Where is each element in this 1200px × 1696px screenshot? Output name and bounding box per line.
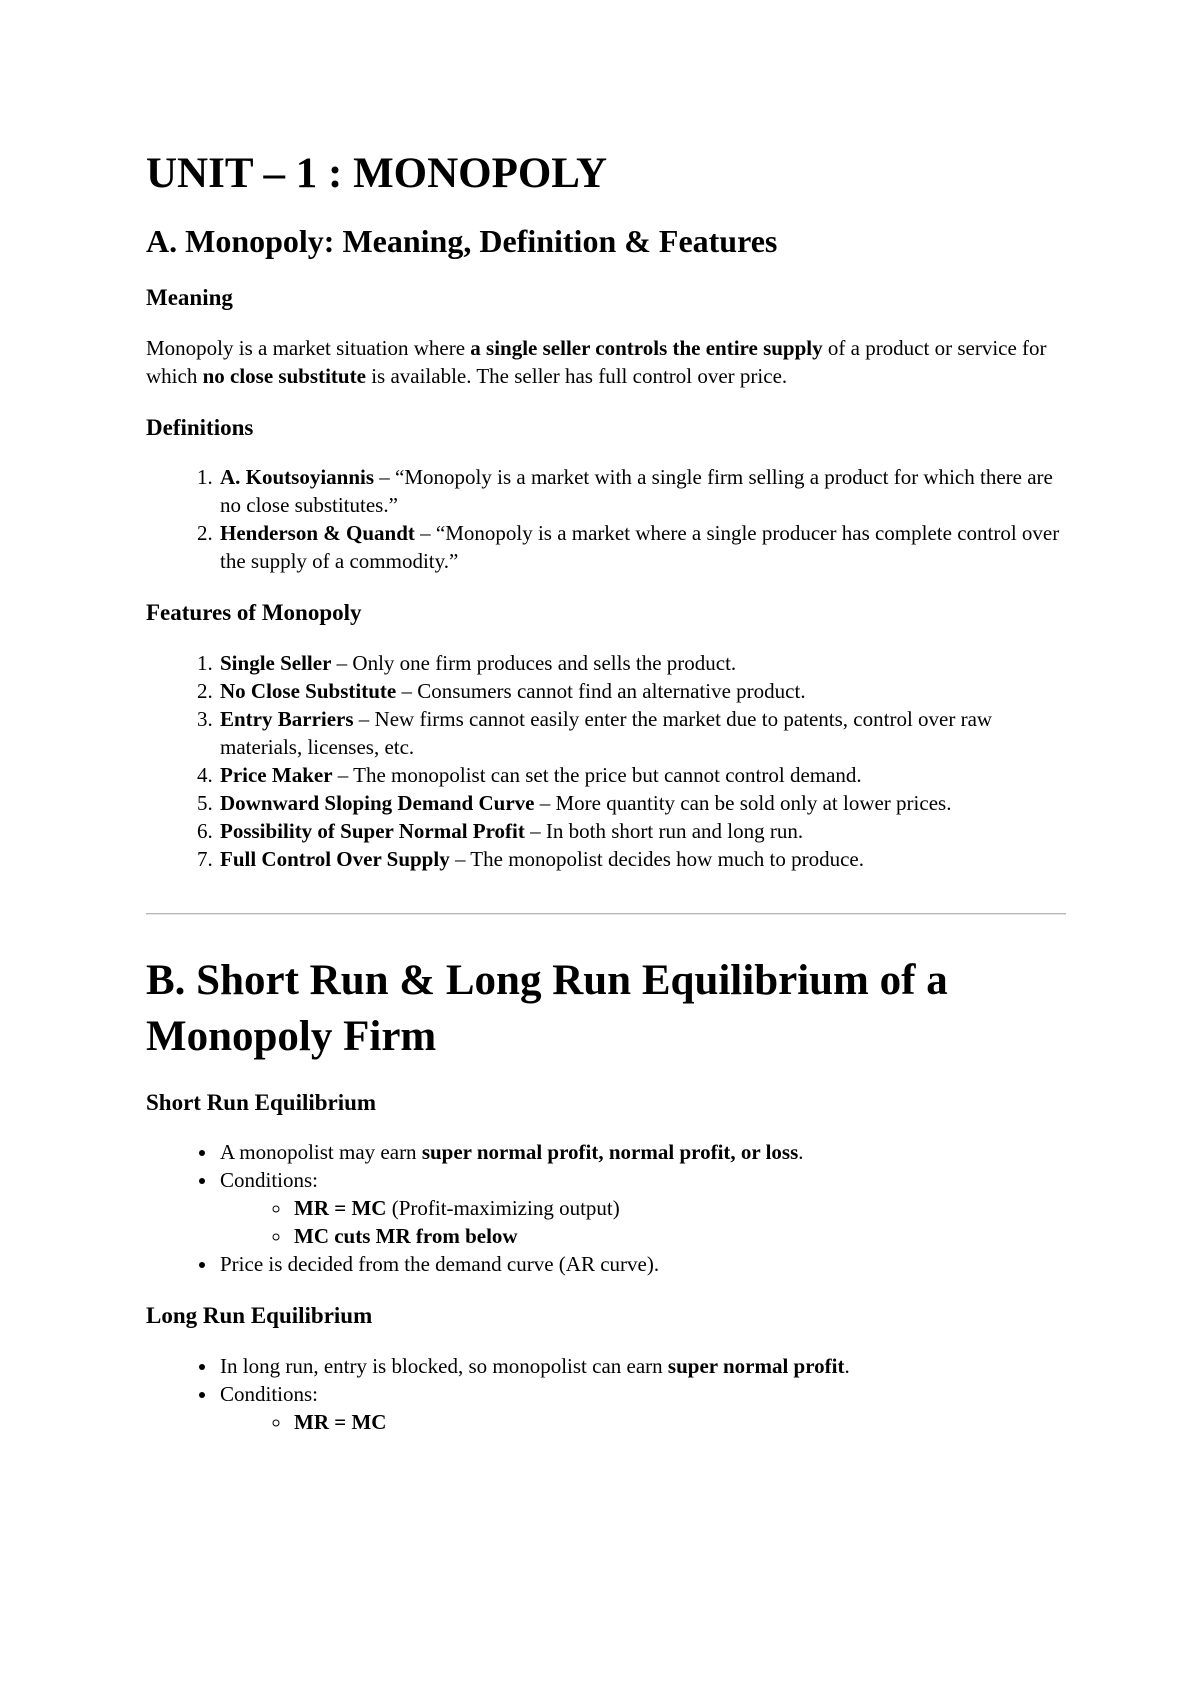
item-end: . [798, 1140, 804, 1165]
meaning-paragraph [146, 334, 1066, 390]
meaning-bold-2: no close substitute [202, 363, 366, 388]
document-page [146, 130, 1066, 1436]
condition-text: (Profit-maximizing output) [386, 1196, 620, 1221]
conditions-list [220, 1408, 1066, 1436]
condition-item [292, 1222, 1066, 1250]
long-run-list [146, 1352, 1066, 1436]
feature-item [218, 677, 1066, 705]
feature-text: – The monopolist decides how much to produce. [449, 846, 864, 871]
feature-name: Entry Barriers [220, 706, 354, 731]
short-run-heading: Short Run Equilibrium [146, 1089, 377, 1115]
feature-name: Downward Sloping Demand Curve [220, 790, 535, 815]
section-a-heading: A. Monopoly: Meaning, Definition & Features [146, 222, 778, 259]
condition-bold: MR = MC [294, 1196, 387, 1221]
definition-item [218, 519, 1066, 575]
meaning-heading: Meaning [146, 284, 233, 310]
item-text: Conditions: [220, 1168, 319, 1193]
feature-text: – The monopolist can set the price but cannot control demand. [332, 762, 862, 787]
feature-item [218, 761, 1066, 789]
meaning-text-1: Monopoly is a market situation where [146, 335, 471, 360]
meaning-text-3: is available. The seller has full control over price. [365, 363, 788, 388]
item-bold: super normal profit, normal profit, or loss [421, 1140, 799, 1165]
definitions-list [146, 463, 1066, 575]
item-bold: super normal profit [667, 1353, 845, 1378]
feature-item [218, 649, 1066, 677]
feature-item [218, 845, 1066, 873]
condition-item [292, 1408, 1066, 1436]
feature-name: Single Seller [220, 650, 332, 675]
conditions-list [220, 1194, 1066, 1250]
feature-item [218, 789, 1066, 817]
list-item [218, 1250, 1066, 1278]
feature-text: – More quantity can be sold only at lower prices. [534, 790, 952, 815]
condition-bold: MR = MC [294, 1409, 387, 1434]
feature-text: – Consumers cannot find an alternative product. [396, 678, 806, 703]
list-item [218, 1138, 1066, 1166]
features-list [146, 649, 1066, 873]
definition-text: – “Monopoly is a market where a single producer has complete control over the supply of a commodity.” [220, 521, 1060, 574]
item-text: In long run, entry is blocked, so monopolist can earn [220, 1353, 668, 1378]
definition-author: Henderson & Quandt [220, 521, 415, 546]
feature-name: Full Control Over Supply [220, 846, 450, 871]
features-heading: Features of Monopoly [146, 600, 362, 626]
unit-title: UNIT – 1 : MONOPOLY [146, 150, 608, 197]
item-text: Price is decided from the demand curve (AR curve). [220, 1252, 660, 1277]
feature-item [218, 705, 1066, 761]
feature-text: – New firms cannot easily enter the market due to patents, control over raw materials, licenses, etc. [220, 706, 993, 759]
list-item [218, 1380, 1066, 1436]
condition-bold: MC cuts MR from below [294, 1224, 518, 1249]
definition-item [218, 463, 1066, 519]
feature-name: Price Maker [220, 762, 333, 787]
item-end: . [844, 1353, 850, 1378]
feature-text: – Only one firm produces and sells the product. [331, 650, 737, 675]
section-b-heading: B. Short Run & Long Run Equilibrium of a Monopoly Firm [146, 956, 948, 1060]
short-run-list [146, 1138, 1066, 1278]
feature-name: No Close Substitute [220, 678, 397, 703]
item-text: Conditions: [220, 1381, 319, 1406]
feature-name: Possibility of Super Normal Profit [220, 818, 525, 843]
meaning-bold-1: a single seller controls the entire supply [470, 335, 823, 360]
item-text: A monopolist may earn [220, 1140, 422, 1165]
definition-text: – “Monopoly is a market with a single firm selling a product for which there are no close substitutes.” [220, 465, 1053, 518]
feature-item [218, 817, 1066, 845]
long-run-heading: Long Run Equilibrium [146, 1303, 373, 1329]
condition-item [292, 1194, 1066, 1222]
list-item [218, 1352, 1066, 1380]
list-item [218, 1166, 1066, 1250]
feature-text: – In both short run and long run. [524, 818, 804, 843]
section-divider [146, 913, 1066, 915]
definitions-heading: Definitions [146, 414, 254, 440]
definition-author: A. Koutsoyiannis [220, 465, 375, 490]
meaning-text-2: of a product or service for which [146, 335, 1047, 388]
